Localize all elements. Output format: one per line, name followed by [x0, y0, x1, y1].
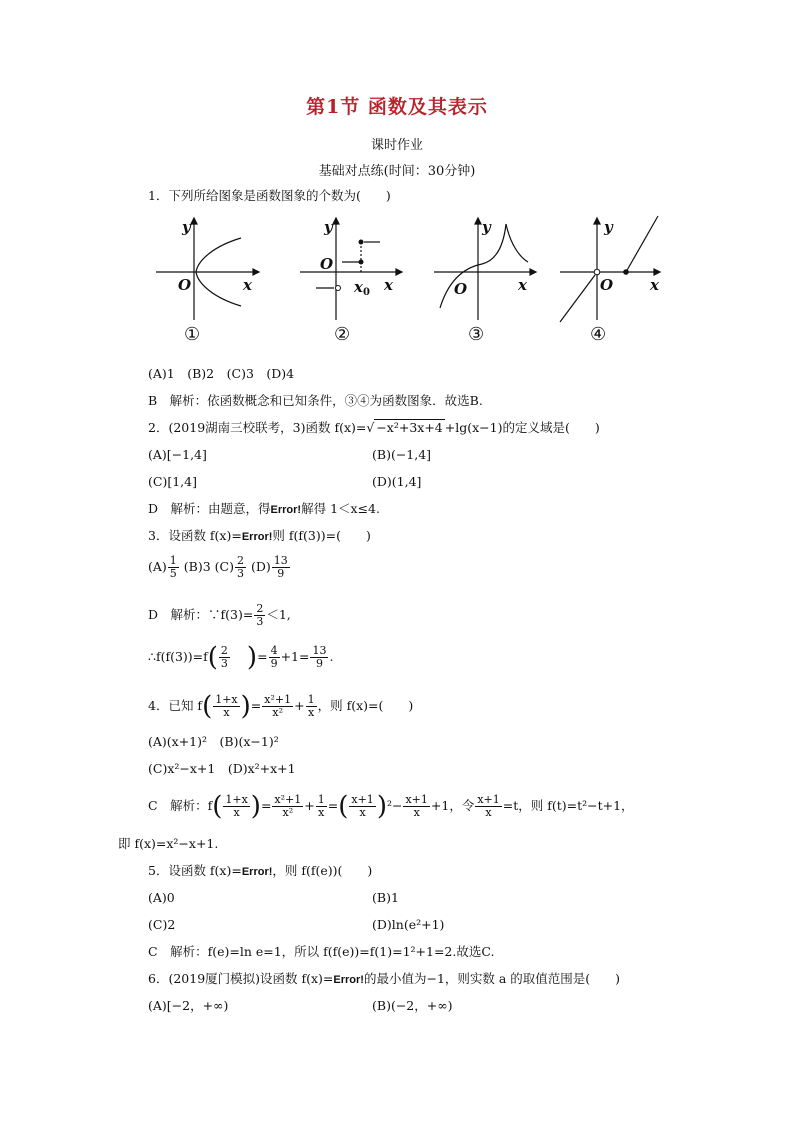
question-2-option-c: (C)[1,4] [148, 474, 197, 489]
question-3-answer-line1: D 解析：∵f(3)= $\frac{2}{3}$ ＜1, [148, 602, 291, 628]
question-2-stem: 2．(2019湖南三校联考，3)函数 f(x)=√ −x²+3x+4 +lg(x−1)的定义域是( ) [148, 420, 600, 435]
graph4-y-label: y [604, 218, 613, 236]
question-2-option-d: (D)(1,4] [372, 474, 422, 489]
graph1-y-label: y [182, 218, 191, 236]
question-3-answer-line2: ∴f(f(3))=f( $\frac{2}{3}$ )= $\frac{4}{9}$ +1= $\frac{13}{9}$ . [148, 642, 334, 673]
question-6-stem: 6．(2019厦门模拟)设函数 f(x)=Error!的最小值为−1，则实数 a 的取值范围是( ) [148, 971, 621, 986]
question-1-options: (A)1 (B)2 (C)3 (D)4 [148, 366, 295, 381]
page-title: 第1节 函数及其表示 [306, 96, 488, 118]
question-3-options: (A) $\frac{1}{5}$ (B)3 (C) $\frac{2}{3}$ (D) $\frac{13}{9}$ [148, 554, 288, 580]
question-4-stem: 4．已知 f( $\frac{1+x}{x}$ )= $\frac{\text{x²+1}}{\text{x²}}$ + $\frac{1}{x}$ ，则 f(x)=( ) [148, 691, 414, 722]
graph2-y-label: y [324, 218, 333, 236]
graph2-origin-label: O [320, 255, 334, 273]
question-6-option-a: (A)[−2，+∞) [148, 998, 229, 1013]
question-5-stem: 5．设函数 f(x)=Error!，则 f(f(e))( ) [148, 863, 373, 878]
sqrt-expression: −x²+3x+4 [376, 420, 443, 435]
graph4-number: ④ [590, 324, 607, 345]
question-5-option-d: (D)ln(e²+1) [372, 917, 445, 932]
section-heading: 基础对点练(时间：30分钟) [318, 164, 476, 179]
graph4-x-label: x [650, 276, 659, 294]
graph2-x0-label: $x_0$ [354, 278, 370, 298]
graph4-origin-label: O [600, 276, 614, 294]
question-4-answer-line2: 即 f(x)=x²−x+1. [118, 836, 219, 851]
question-2-answer: D 解析：由题意，得Error!解得 1＜x≤4. [148, 501, 380, 516]
question-5-option-b: (B)1 [372, 890, 399, 905]
question-5-option-c: (C)2 [148, 917, 176, 932]
question-4-answer-line1: C 解析：f( $\frac{1+x}{x}$ )= $\frac{\text{x²+1}}{\text{x²}}$ + $\frac{1}{x}$ =( $\frac{x+1}{x}$ )²− $\frac{x+1}{x}$ +1，令 $\frac{x+1}{x}$ =t，则 f(t)=t²−t+1， [148, 791, 634, 822]
question-3-stem: 3．设函数 f(x)=Error!则 f(f(3))=( ) [148, 528, 371, 543]
subtitle: 课时作业 [370, 138, 423, 153]
graph2-number: ② [334, 324, 351, 345]
question-6-option-b: (B)(−2，+∞) [372, 998, 453, 1013]
question-4-options-ab: (A)(x+1)² (B)(x−1)² [148, 734, 279, 749]
question-5-option-a: (A)0 [148, 890, 175, 905]
graph2-x-label: x [384, 276, 393, 294]
graph1-number: ① [184, 324, 201, 345]
question-2-option-b: (B)(−1,4] [372, 447, 432, 462]
graph3-number: ③ [468, 324, 485, 345]
graph3-x-label: x [518, 276, 527, 294]
graph1-origin-label: O [178, 276, 192, 294]
graph3-y-label: y [482, 218, 491, 236]
question-5-answer: C 解析：f(e)=ln e=1，所以 f(f(e))=f(1)=1²+1=2.故选C. [148, 944, 495, 959]
question-4-options-cd: (C)x²−x+1 (D)x²+x+1 [148, 761, 296, 776]
question-2-option-a: (A)[−1,4] [148, 447, 207, 462]
question-1-stem: 1．下列所给图象是函数图象的个数为( ) [148, 188, 391, 203]
graph-2 [300, 218, 402, 320]
graph1-x-label: x [243, 276, 252, 294]
function-graphs-figure [148, 212, 668, 352]
question-1-answer: B 解析：依函数概念和已知条件，③④为函数图象．故选B. [148, 393, 483, 408]
graph-1 [156, 218, 259, 320]
graph3-origin-label: O [454, 280, 468, 298]
